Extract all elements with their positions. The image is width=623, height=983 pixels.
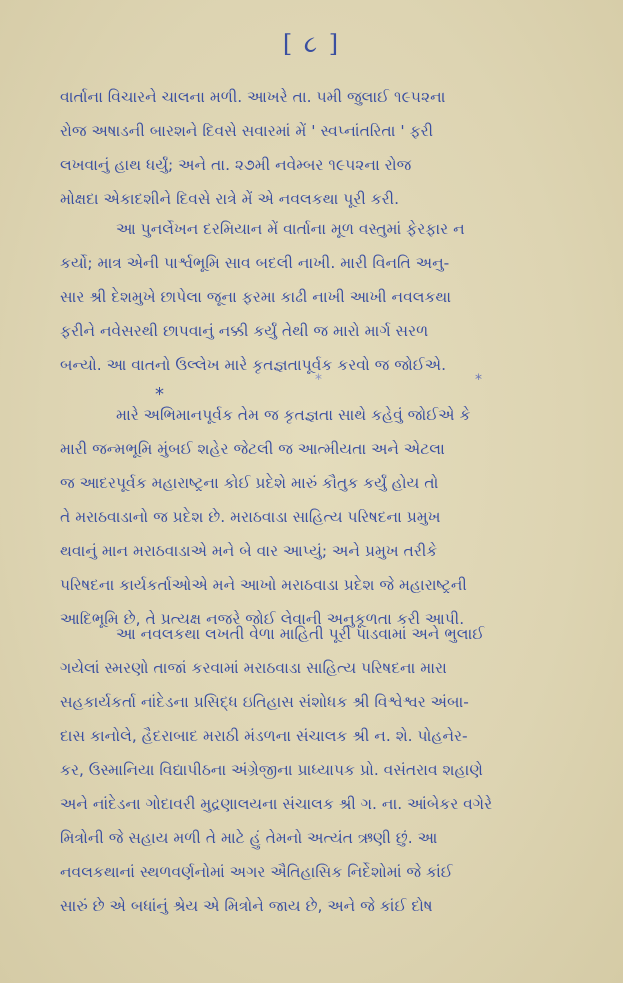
paragraph-line: કર્યો; માત્ર એની પાર્શ્વભૂમિ સાવ બદલી નાખી. મારી વિનતિ અનુ- [60, 254, 450, 272]
paragraph-line: મારી જન્મભૂમિ મુંબઈ શહેર જેટલી જ આત્મીયતા અને એટલા [60, 440, 445, 458]
paragraph-2 [60, 212, 600, 382]
paragraph-line: ગયેલાં સ્મરણો તાજાં કરવામાં મરાઠવાડા સાહિત્ય પરિષદના મારા [60, 659, 447, 677]
paragraph-line: થવાનું માન મરાઠવાડાએ મને બે વાર આપ્યું; અને પ્રમુખ તરીકે [60, 542, 438, 560]
paragraph-line: અને નાંદેડના ગોદાવરી મુદ્રણાલયના સંચાલક શ્રી ગ. ના. આંબેકર વગેરે [60, 795, 493, 813]
paragraph-line: વાર્તાના વિચારને ચાલના મળી. આખરે તા. ૫મી જુલાઈ ૧૯૫૨ના [60, 88, 446, 106]
paragraph-line: સાર શ્રી દેશમુખે છાપેલા જૂના ફરમા કાઢી નાખી આખી નવલકથા [60, 288, 452, 306]
ornament-star: * [475, 372, 482, 388]
paragraph-line: આદિભૂમિ છે, તે પ્રત્યક્ષ નજરે જોઈ લેવાની અનુકૂળતા કરી આપી. [60, 610, 465, 628]
paragraph-line: જ આદરપૂર્વક મહારાષ્ટ્રના કોઈ પ્રદેશે મારું કૌતુક કર્યું હોય તો [60, 474, 439, 492]
paragraph-3 [60, 398, 600, 636]
paragraph-line: મોક્ષદા એકાદશીને દિવસે રાત્રે મેં એ નવલકથા પૂરી કરી. [60, 190, 400, 208]
page-number: [ ૮ ] [282, 30, 341, 58]
paragraph-line: ફરીને નવેસરથી છાપવાનું નક્કી કર્યું તેથી જ મારો માર્ગ સરળ [60, 322, 429, 340]
paragraph-line: મિત્રોની જે સહાય મળી તે માટે હું તેમનો અત્યંત ઋણી છું. આ [60, 829, 438, 847]
paragraph-line: સારું છે એ બધાંનું શ્રેય એ મિત્રોને જાય છે, અને જે કાંઈ દોષ [60, 897, 433, 915]
paragraph-line: મારે અભિમાનપૂર્વક તેમ જ કૃતજ્ઞતા સાથે કહેવું જોઈએ કે [116, 406, 471, 424]
paragraph-line: દાસ કાનોલે, હૈદરાબાદ મરાઠી મંડળના સંચાલક શ્રી ન. શે. પોહનેર- [60, 727, 468, 745]
paragraph-line: સહકાર્યકર્તા નાંદેડના પ્રસિદ્ધ ઇતિહાસ સંશોધક શ્રી વિશ્વેશ્વર અંબા- [60, 693, 469, 711]
paragraph-line: લખવાનું હાથ ધર્યું; અને તા. ૨૭મી નવેમ્બર ૧૯૫૨ના રોજ [60, 156, 412, 174]
ornament-star: * [315, 372, 322, 388]
paragraph-line: પરિષદના કાર્યકર્તાઓએ મને આખો મરાઠવાડા પ્રદેશ જે મહારાષ્ટ્રની [60, 576, 467, 594]
paragraph-line: બન્યો. આ વાતનો ઉલ્લેખ મારે કૃતજ્ઞતાપૂર્વક કરવો જ જોઈએ. [60, 356, 447, 374]
paragraph-line: રોજ અષાડની બારશને દિવસે સવારમાં મેં ' સ્વપ્નાંતરિતા ' ફરી [60, 122, 434, 140]
paragraph-4 [60, 617, 600, 923]
paragraph-line: નવલકથાનાં સ્થળવર્ણનોમાં અગર ઐતિહાસિક નિર્દેશોમાં જે કાંઈ [60, 863, 453, 881]
ornament-star: * [155, 384, 164, 405]
paragraph-1 [60, 80, 600, 216]
paragraph-line: કર, ઉસ્માનિયા વિદ્યાપીઠના અંગ્રેજીના પ્રાધ્યાપક પ્રો. વસંતરાવ શહાણે [60, 761, 483, 779]
paragraph-line: આ નવલકથા લખતી વેળા માહિતી પૂરી પાડવામાં અને ભુલાઈ [116, 625, 485, 643]
paragraph-line: આ પુનર્લેખન દરમિયાન મેં વાર્તાના મૂળ વસ્તુમાં ફેરફાર ન [116, 220, 465, 238]
paragraph-line: તે મરાઠવાડાનો જ પ્રદેશ છે. મરાઠવાડા સાહિત્ય પરિષદના પ્રમુખ [60, 508, 441, 526]
